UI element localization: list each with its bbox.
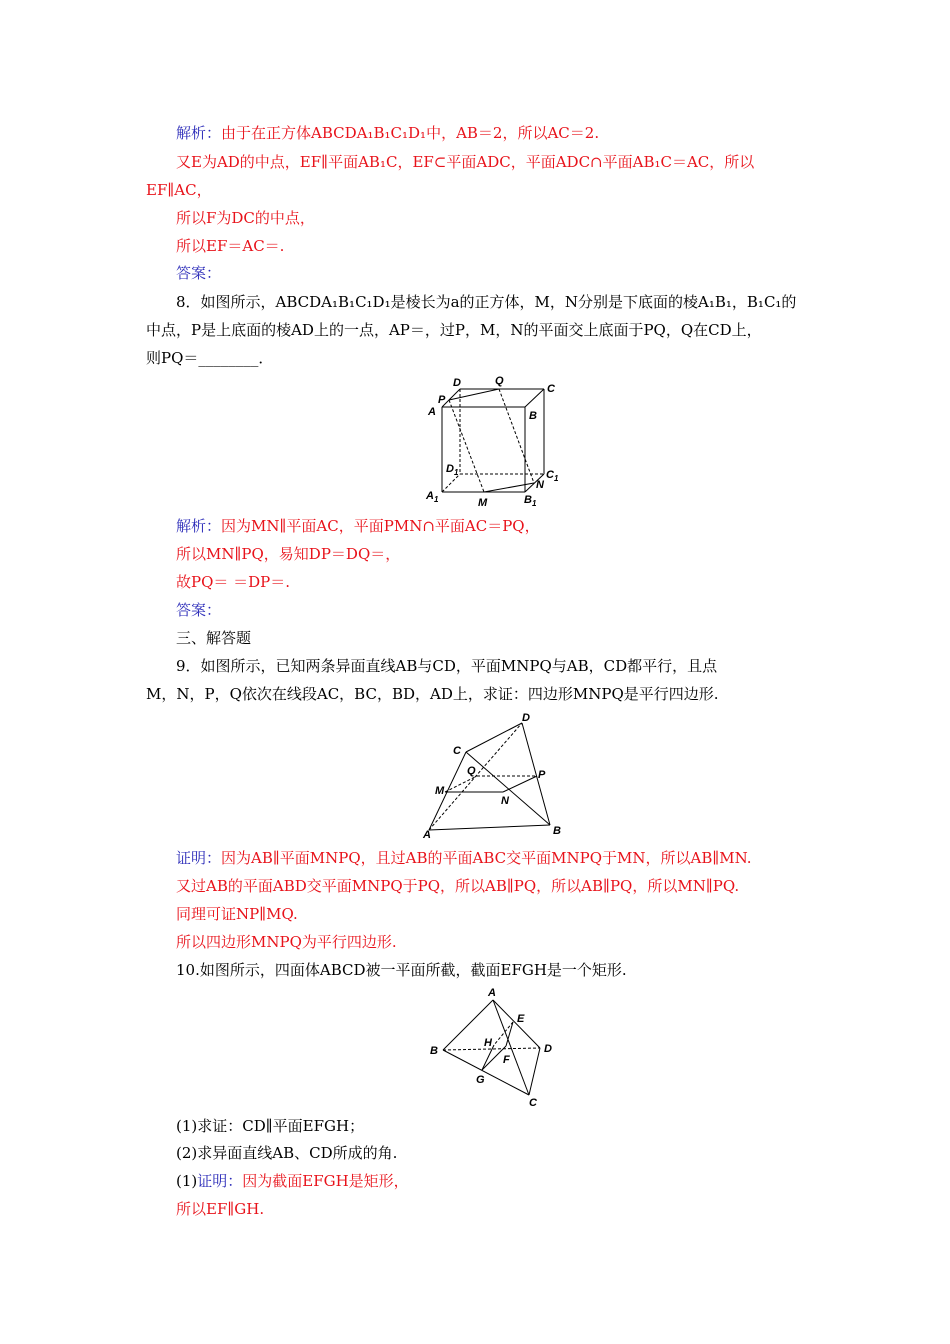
cube-figure: [420, 372, 570, 512]
proof10-line1: [176, 1171, 409, 1191]
solution8-line3: 故PQ＝ ＝DP＝.: [176, 573, 291, 591]
label-A: A: [428, 406, 436, 418]
label-C1: $C_1$: [546, 469, 559, 483]
label-B: B: [529, 410, 537, 422]
label-Q: Q: [467, 765, 476, 777]
label-A: A: [423, 829, 431, 840]
label-B: B: [553, 825, 561, 837]
label-D: D: [522, 712, 530, 724]
section-heading: 三、解答题: [176, 629, 252, 647]
label-A: A: [488, 987, 496, 999]
problem10-sub1: (1)求证：CD∥平面EFGH；: [176, 1117, 365, 1135]
problem9-line1: 9．如图所示，已知两条异面直线AB与CD，平面MNPQ与AB，CD都平行，且点: [176, 657, 718, 675]
label-B: B: [430, 1045, 438, 1057]
label-P: P: [538, 769, 546, 781]
label-M: M: [435, 785, 445, 797]
solution7-line3: EF∥AC，: [146, 181, 212, 199]
proof-label: 证明：: [176, 849, 222, 867]
solution7-line4: 所以F为DC的中点，: [176, 209, 315, 227]
answer-label-8: 答案：: [176, 601, 222, 619]
label-F: F: [503, 1054, 510, 1066]
label-C: C: [547, 383, 555, 395]
proof9-line1: [176, 848, 752, 868]
label-D1: $D_1$: [446, 463, 459, 477]
tetrahedron-figure-9: [415, 710, 575, 840]
solution8-line1: [176, 516, 540, 536]
label-A1: $A_1$: [426, 490, 439, 504]
solution-label: 解析：: [176, 517, 222, 535]
proof10-text: 因为截面EFGH是矩形，: [242, 1172, 409, 1190]
proof10-line2: 所以EF∥GH.: [176, 1200, 265, 1218]
proof9-line3: 同理可证NP∥MQ.: [176, 905, 298, 923]
solution8-text: 因为MN∥平面AC，平面PMN∩平面AC＝PQ，: [221, 517, 540, 535]
label-B1: $B_1$: [524, 494, 537, 508]
proof10-number: (1): [176, 1172, 198, 1190]
problem8-line2: 中点，P是上底面的棱AD上的一点，AP＝，过P，M，N的平面交上底面于PQ，Q在CD上，: [146, 321, 762, 339]
problem8-line1: 8．如图所示，ABCDA₁B₁C₁D₁是棱长为a的正方体，M，N分别是下底面的棱A₁B₁，B₁C₁的: [176, 293, 797, 311]
label-M: M: [478, 497, 488, 509]
label-G: G: [476, 1074, 485, 1086]
solution7-line2: 又E为AD的中点，EF∥平面AB₁C，EF⊂平面ADC，平面ADC∩平面AB₁C＝AC，所以: [176, 153, 755, 171]
proof-label: 证明：: [197, 1172, 243, 1190]
answer-label-7: 答案：: [176, 264, 222, 282]
solution8-line2: 所以MN∥PQ，易知DP＝DQ＝，: [176, 545, 401, 563]
label-E: E: [517, 1013, 525, 1025]
solution7-line5: 所以EF＝AC＝.: [176, 237, 285, 255]
label-N: N: [501, 795, 509, 807]
tetrahedron-figure-10: [425, 985, 565, 1110]
label-Q: Q: [495, 375, 504, 387]
label-P: P: [438, 394, 446, 406]
label-D: D: [544, 1043, 552, 1055]
proof9-line4: 所以四边形MNPQ为平行四边形.: [176, 933, 397, 951]
solution7-text: 由于在正方体ABCDA₁B₁C₁D₁中，AB＝2，所以AC＝2.: [221, 124, 600, 142]
proof9-text: 因为AB∥平面MNPQ，且过AB的平面ABC交平面MNPQ于MN，所以AB∥MN.: [221, 849, 752, 867]
problem10-line1: 10.如图所示，四面体ABCD被一平面所截，截面EFGH是一个矩形.: [176, 961, 627, 979]
proof9-line2: 又过AB的平面ABD交平面MNPQ于PQ，所以AB∥PQ，所以AB∥PQ，所以MN∥PQ.: [176, 877, 740, 895]
solution-label: 解析：: [176, 124, 222, 142]
problem8-line3: 则PQ＝________．: [146, 349, 274, 367]
label-N: N: [536, 479, 544, 491]
label-H: H: [484, 1037, 492, 1049]
problem10-sub2: (2)求异面直线AB、CD所成的角.: [176, 1144, 398, 1162]
label-C: C: [453, 745, 461, 757]
label-D: D: [453, 377, 461, 389]
solution7-line1: [176, 123, 599, 143]
problem9-line2: M，N，P，Q依次在线段AC，BC，BD，AD上，求证：四边形MNPQ是平行四边形.: [146, 685, 719, 703]
label-C: C: [529, 1097, 537, 1109]
